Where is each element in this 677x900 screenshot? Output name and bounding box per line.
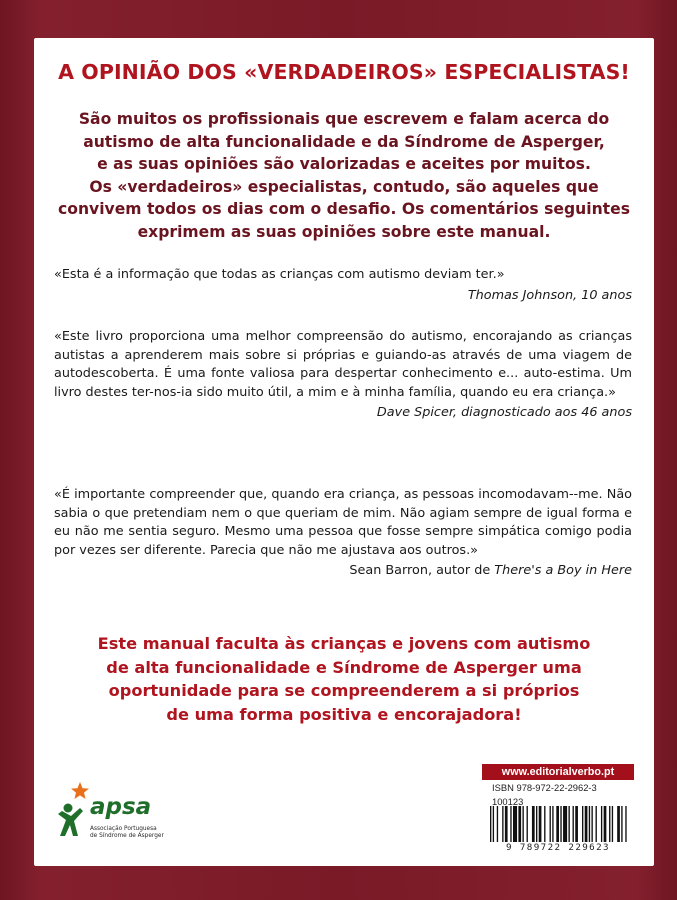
quote-author	[54, 562, 632, 581]
testimonial	[54, 486, 632, 581]
barcode-bar	[612, 806, 613, 842]
barcode	[488, 806, 630, 842]
closing-statement	[54, 632, 634, 726]
logo-subtitle-line: de Síndrome de Asperger	[90, 832, 164, 839]
quote-author: Thomas Johnson, 10 anos	[467, 287, 632, 303]
barcode-bar	[560, 806, 561, 842]
quote-text: «É importante compreender que, quando era criança, as pessoas incomodavam--me. Não sabia o que pretendiam nem o que queriam de mim. Não agiam sempre de igual forma e eu não me sentia seguro. Mesmo uma pessoa que fosse sempre simpática comigo podia por vezes ser diferente. Parecia que não me ajustava aos outros.»	[54, 487, 632, 558]
author-name: Sean Barron, autor de	[349, 563, 495, 579]
barcode-bar	[582, 806, 583, 842]
isbn-block	[482, 764, 634, 854]
isbn-number: ISBN 978-972-22-2962-3	[492, 782, 597, 793]
intro-line: exprimem as suas opiniões sobre este manual.	[137, 222, 551, 241]
barcode-bar	[625, 806, 626, 842]
content-panel	[34, 38, 654, 866]
barcode-bar	[568, 806, 569, 842]
barcode-number: 9 789722 229623	[506, 842, 610, 853]
barcode-bar	[502, 806, 503, 842]
barcode-bar	[596, 806, 597, 842]
quote-text: «Esta é a informação que todas as crianças com autismo deviam ter.»	[54, 267, 505, 282]
barcode-bar	[513, 806, 517, 842]
barcode-bar	[536, 806, 537, 842]
product-code: 100123	[492, 795, 524, 807]
publisher-website: www.editorialverbo.pt	[482, 764, 634, 780]
intro-line: autismo de alta funcionalidade e da Síndrome de Asperger,	[83, 132, 605, 151]
closing-line: oportunidade para se compreenderem a si próprios	[108, 681, 580, 701]
barcode-bar	[510, 806, 511, 842]
intro-line: São muitos os profissionais que escrevem e falam acerca do	[78, 110, 610, 128]
barcode-bar	[505, 806, 508, 842]
barcode-bar	[527, 806, 528, 842]
barcode-bar	[591, 806, 592, 842]
book-title: There's a Boy in Here	[494, 563, 632, 579]
barcode-bar	[518, 806, 521, 842]
barcode-bar	[539, 806, 542, 842]
quote-text: «Este livro proporciona uma melhor compreensão do autismo, encorajando as crianças autistas a aprenderem mais sobre si próprias e guiando-as através de uma viagem de autodescoberta. É uma fonte valiosa para despertar conhecimento e... auto-estima. Um livro destes ter-nos-ia sido muito útil, a mim e à minha família, quando eu era criança.»	[54, 329, 632, 400]
intro-line: e as suas opiniões são valorizadas e aceites por muitos.	[97, 155, 591, 174]
barcode-bar	[589, 806, 590, 842]
barcode-bar	[575, 806, 578, 842]
intro-line: convivem todos os dias com o desafio. Os comentários seguintes	[57, 200, 630, 219]
star-figure-icon	[54, 780, 94, 840]
barcode-bar	[617, 806, 620, 842]
barcode-bar	[621, 806, 622, 842]
barcode-bar	[563, 806, 567, 842]
barcode-bar	[585, 806, 588, 842]
barcode-bar	[522, 806, 523, 842]
testimonial	[54, 266, 632, 305]
barcode-bar	[601, 806, 602, 842]
barcode-bar	[556, 806, 559, 842]
barcode-bar	[532, 806, 535, 842]
apsa-logo	[54, 780, 184, 852]
headline: A OPINIÃO DOS «VERDADEIROS» ESPECIALISTAS!	[58, 60, 630, 84]
closing-line: Este manual faculta às crianças e jovens com autismo	[97, 634, 591, 653]
closing-line: de uma forma positiva e encorajadora!	[166, 704, 522, 724]
logo-subtitle-line: Associação Portuguesa	[90, 826, 157, 832]
logo-name: apsa	[90, 794, 152, 820]
testimonial	[54, 328, 632, 423]
quote-author: Dave Spicer, diagnosticado aos 46 anos	[376, 405, 632, 421]
barcode-bar	[550, 806, 551, 842]
closing-line: de alta funcionalidade e Síndrome de Asperger uma	[106, 657, 582, 677]
barcode-bar	[573, 806, 574, 842]
barcode-bar	[490, 806, 491, 842]
barcode-bar	[552, 806, 553, 842]
intro-line: Os «verdadeiros» especialistas, contudo, são aqueles que	[89, 177, 599, 196]
intro-paragraph	[54, 108, 634, 244]
barcode-bar	[604, 806, 607, 842]
barcode-bar	[544, 806, 545, 842]
barcode-bar	[609, 806, 610, 842]
logo-subtitle	[90, 826, 180, 839]
barcode-bar	[497, 806, 498, 842]
barcode-bar	[493, 806, 494, 842]
